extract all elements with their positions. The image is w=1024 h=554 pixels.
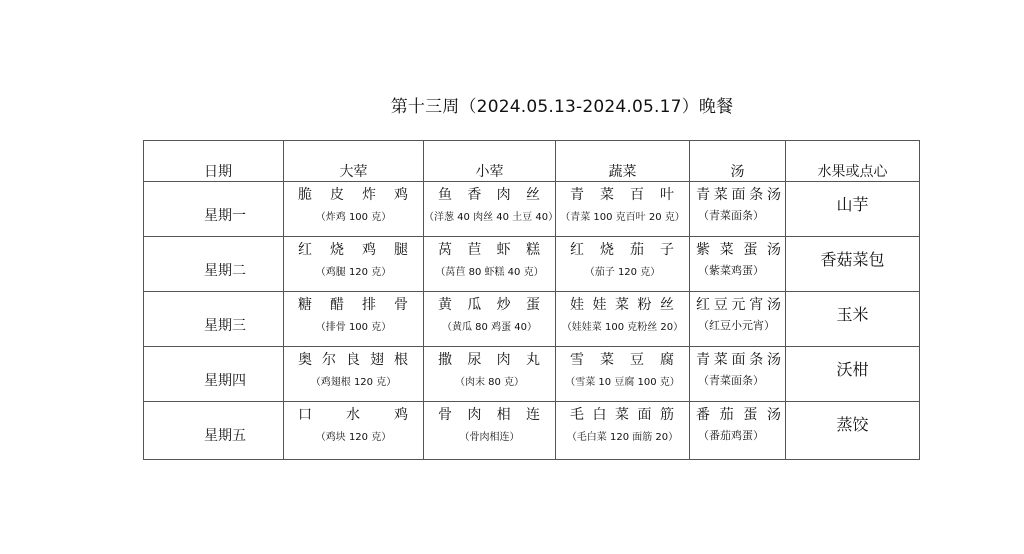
veg-dish-ingredients: （娃娃菜 100 克粉丝 20） — [561, 322, 684, 333]
soup-ingredients: （青菜面条） — [698, 209, 764, 222]
soup-name: 番茄蛋汤 — [696, 407, 781, 423]
fruit-item: 香菇菜包 — [820, 250, 885, 269]
small-dish-cell — [424, 182, 559, 237]
fruit-item: 沃柑 — [836, 360, 869, 379]
page-title: 第十三周（2024.05.13-2024.05.17）晚餐 — [390, 97, 734, 117]
day-label: 星期四 — [204, 373, 246, 389]
main-dish-ingredients: （炸鸡 100 克） — [315, 212, 392, 223]
soup-cell — [690, 402, 786, 460]
table-row — [144, 347, 920, 402]
date-cell — [144, 237, 284, 292]
small-dish-ingredients: （洋葱 40 肉丝 40 土豆 40） — [424, 212, 559, 223]
main-dish-cell — [284, 402, 424, 460]
main-dish-cell — [284, 182, 424, 237]
soup-name: 紫菜蛋汤 — [696, 242, 781, 258]
small-dish-cell — [424, 402, 556, 460]
header-soup: 汤 — [730, 164, 745, 180]
header-main: 大荤 — [339, 164, 368, 180]
soup-ingredients: （番茄鸡蛋） — [698, 429, 764, 442]
small-dish-name: 鱼香肉丝 — [438, 187, 541, 203]
main-dish-name: 口水鸡 — [298, 407, 409, 423]
fruit-cell — [786, 402, 920, 460]
main-dish-ingredients: （排骨 100 克） — [315, 322, 392, 333]
soup-name: 青菜面条汤 — [696, 187, 781, 203]
fruit-cell — [786, 182, 920, 237]
header-fruit: 水果或点心 — [817, 164, 888, 180]
small-dish-name: 骨肉相连 — [438, 407, 541, 423]
main-dish-name: 脆皮炸鸡 — [298, 187, 409, 203]
veg-dish-ingredients: （毛白菜 120 面筋 20） — [566, 432, 679, 443]
fruit-cell — [786, 292, 920, 347]
main-dish-ingredients: （鸡腿 120 克） — [315, 267, 392, 278]
soup-ingredients: （紫菜鸡蛋） — [698, 264, 764, 277]
main-dish-cell — [284, 347, 424, 402]
veg-dish-ingredients: （茄子 120 克） — [584, 267, 661, 278]
veg-dish-cell — [556, 182, 690, 237]
veg-dish-name: 雪菜豆腐 — [570, 352, 675, 368]
main-dish-ingredients: （鸡翅根 120 克） — [310, 377, 397, 388]
date-cell — [144, 402, 284, 460]
day-label: 星期一 — [204, 208, 246, 224]
fruit-item: 玉米 — [836, 305, 869, 324]
veg-dish-name: 红烧茄子 — [570, 242, 675, 258]
small-dish-ingredients: （莴苣 80 虾糕 40 克） — [435, 267, 544, 278]
header-veg: 蔬菜 — [608, 164, 637, 180]
day-label: 星期二 — [204, 263, 246, 279]
fruit-item: 蒸饺 — [836, 415, 869, 434]
header-date-cell — [144, 141, 284, 182]
table-header-row — [144, 141, 920, 182]
header-veg-cell — [556, 141, 690, 182]
small-dish-ingredients: （肉末 80 克） — [454, 377, 525, 388]
date-cell — [144, 292, 284, 347]
small-dish-name: 莴苣虾糕 — [438, 242, 541, 258]
table-row — [144, 292, 920, 347]
veg-dish-name: 娃娃菜粉丝 — [570, 297, 675, 313]
small-dish-name: 黄瓜炒蛋 — [438, 297, 541, 313]
soup-cell — [690, 292, 786, 347]
fruit-cell — [786, 237, 920, 292]
day-label: 星期五 — [204, 428, 246, 444]
veg-dish-cell — [556, 347, 690, 402]
soup-name: 红豆元宵汤 — [696, 297, 781, 313]
main-dish-name: 糖醋排骨 — [298, 297, 409, 313]
header-soup-cell — [690, 141, 786, 182]
veg-dish-name: 青菜百叶 — [570, 187, 675, 203]
table-row — [144, 182, 920, 237]
main-dish-name: 奥尔良翅根 — [298, 352, 409, 368]
veg-dish-name: 毛白菜面筋 — [570, 407, 675, 423]
fruit-item: 山芋 — [836, 195, 869, 214]
main-dish-ingredients: （鸡块 120 克） — [315, 432, 392, 443]
small-dish-cell — [424, 237, 556, 292]
small-dish-name: 撒尿肉丸 — [438, 352, 541, 368]
small-dish-ingredients: （黄瓜 80 鸡蛋 40） — [442, 322, 537, 333]
header-main-cell — [284, 141, 424, 182]
table-row — [144, 237, 920, 292]
header-date: 日期 — [204, 164, 232, 180]
header-small-cell — [424, 141, 556, 182]
veg-dish-cell — [556, 237, 690, 292]
main-dish-cell — [284, 237, 424, 292]
small-dish-cell — [424, 347, 556, 402]
table-row — [144, 402, 920, 460]
soup-ingredients: （红豆小元宵） — [698, 319, 775, 332]
veg-dish-cell — [556, 402, 690, 460]
soup-cell — [690, 182, 786, 237]
date-cell — [144, 182, 284, 237]
small-dish-cell — [424, 292, 556, 347]
soup-cell — [690, 347, 786, 402]
main-dish-cell — [284, 292, 424, 347]
fruit-cell — [786, 347, 920, 402]
veg-dish-ingredients: （青菜 100 克百叶 20 克） — [560, 212, 685, 223]
menu-table — [143, 140, 920, 460]
soup-ingredients: （青菜面条） — [698, 374, 764, 387]
soup-name: 青菜面条汤 — [696, 352, 781, 368]
day-label: 星期三 — [204, 318, 246, 334]
header-small: 小荤 — [475, 164, 504, 180]
veg-dish-ingredients: （雪菜 10 豆腐 100 克） — [565, 377, 680, 388]
veg-dish-cell — [556, 292, 690, 347]
small-dish-ingredients: （骨肉相连） — [459, 432, 520, 443]
soup-cell — [690, 237, 786, 292]
main-dish-name: 红烧鸡腿 — [298, 242, 409, 258]
header-fruit-cell — [786, 141, 920, 182]
date-cell — [144, 347, 284, 402]
